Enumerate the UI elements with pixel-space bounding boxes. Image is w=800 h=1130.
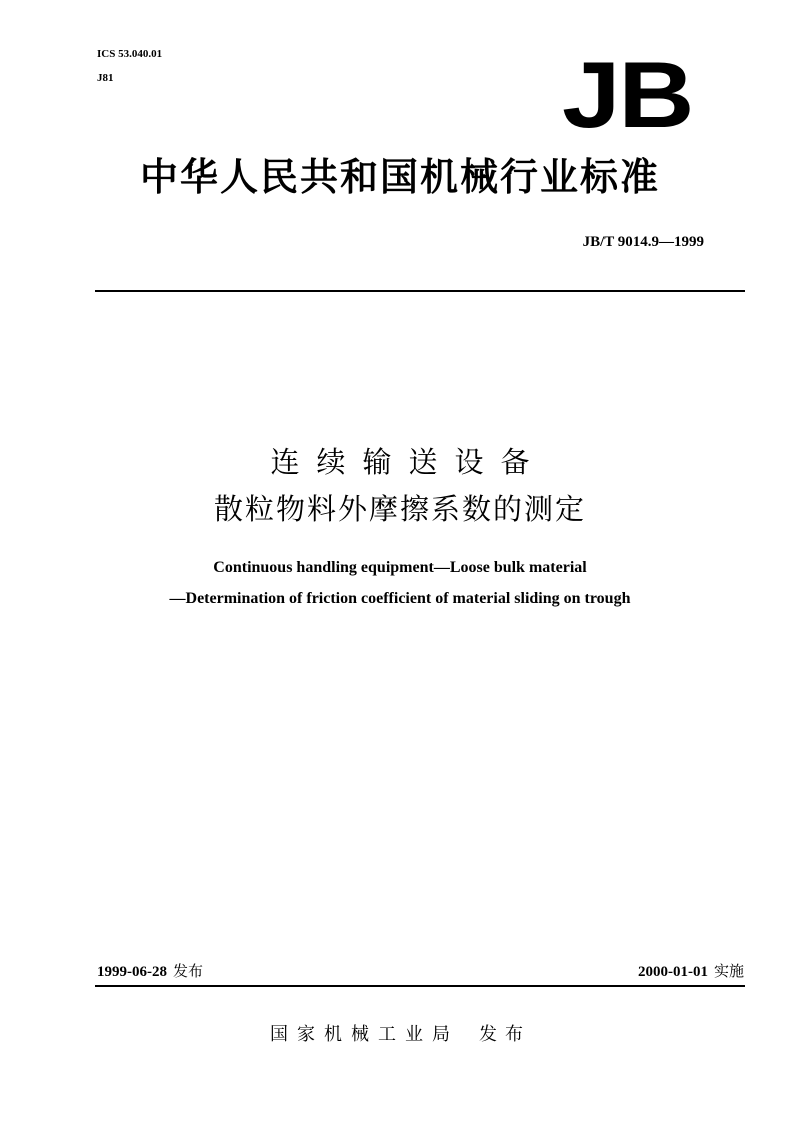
standard-number: JB/T 9014.9—1999 <box>582 234 704 250</box>
issue-label: 发布 <box>173 962 204 980</box>
issuer-line <box>270 1024 531 1046</box>
issue-date-block <box>97 962 203 981</box>
chinese-title-line2: 散粒物料外摩擦系数的测定 <box>213 492 586 526</box>
english-title-line2: —Determination of friction coefficient of material sliding on trough <box>169 590 631 607</box>
top-divider <box>95 290 745 292</box>
issue-date: 1999-06-28 <box>97 964 167 980</box>
jb-logo: JB <box>561 42 692 147</box>
ccs-code: J81 <box>97 72 114 84</box>
english-title-line1: Continuous handling equipment—Loose bulk material <box>213 559 587 576</box>
bottom-divider <box>95 985 745 987</box>
issuer-name: 国家机械工业局 <box>270 1024 459 1045</box>
issuer-action: 发布 <box>479 1024 531 1045</box>
ics-code: ICS 53.040.01 <box>97 48 163 60</box>
implement-date: 2000-01-01 <box>637 964 708 980</box>
chinese-title-line1: 连续输送设备 <box>270 445 547 479</box>
organization-title: 中华人民共和国机械行业标准 <box>139 155 660 199</box>
implement-label: 实施 <box>713 962 744 980</box>
implement-date-block <box>638 962 744 981</box>
